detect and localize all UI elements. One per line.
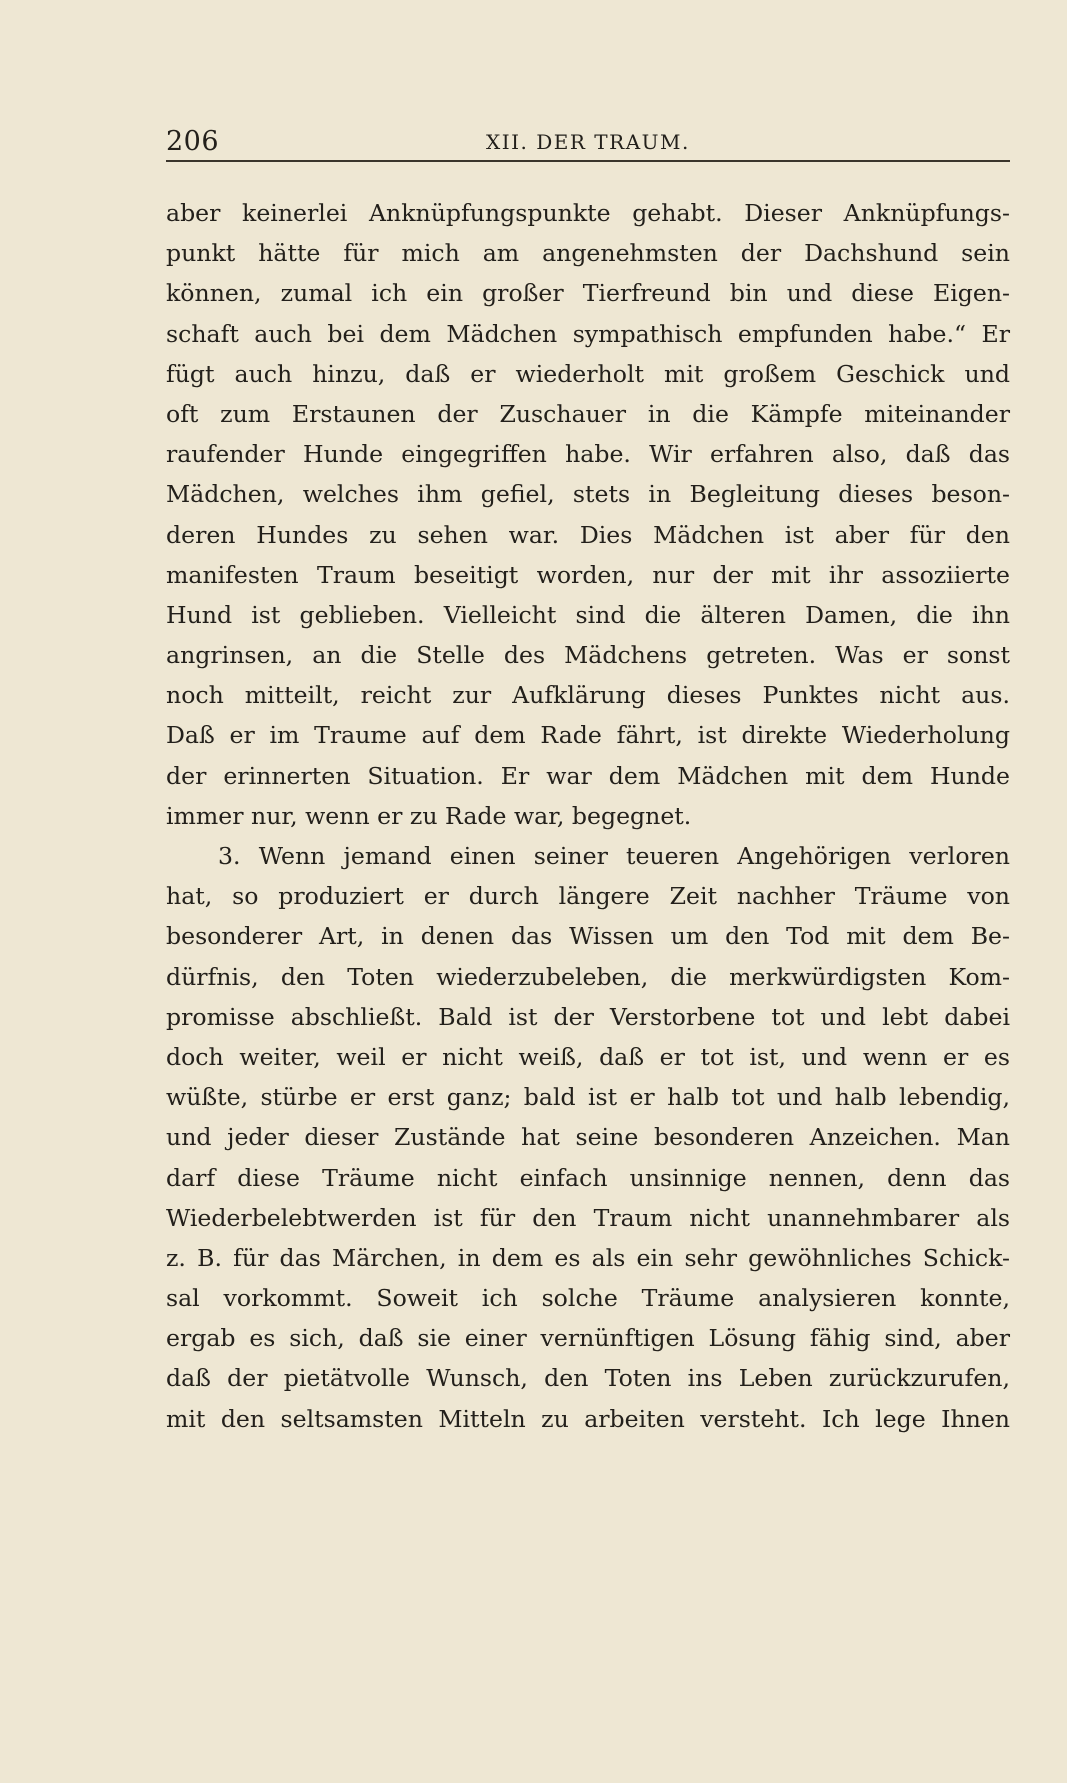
text-line: besonderer Art, in denen das Wissen um den Tod mit dem Be- <box>166 922 1010 951</box>
text-line: wüßte, stürbe er erst ganz; bald ist er halb tot und halb lebendig, <box>166 1083 1010 1112</box>
header-rule <box>166 160 1010 162</box>
text-line: fügt auch hinzu, daß er wiederholt mit großem Geschick und <box>166 359 1010 388</box>
text-line: daß der pietätvolle Wunsch, den Toten ins Leben zurückzurufen, <box>166 1364 1010 1393</box>
text-line: doch weiter, weil er nicht weiß, daß er tot ist, und wenn er es <box>166 1042 1010 1071</box>
text-line: z. B. für das Märchen, in dem es als ein sehr gewöhnliches Schick- <box>166 1243 1010 1272</box>
text-line: ergab es sich, daß sie einer vernünftigen Lösung fähig sind, aber <box>166 1324 1010 1353</box>
text-line: darf diese Träume nicht einfach unsinnige nennen, denn das <box>166 1163 1010 1192</box>
text-line: Hund ist geblieben. Vielleicht sind die älteren Damen, die ihn <box>166 600 1010 629</box>
text-line: sal vorkommt. Soweit ich solche Träume analysieren konnte, <box>166 1284 1010 1313</box>
text-line: dürfnis, den Toten wiederzubeleben, die merkwürdigsten Kom- <box>166 962 1010 991</box>
text-line: raufender Hunde eingegriffen habe. Wir erfahren also, daß das <box>166 440 1010 469</box>
paragraph-start-line: 3. Wenn jemand einen seiner teueren Angehörigen verloren <box>218 842 1010 870</box>
text-line: punkt hätte für mich am angenehmsten der Dachshund sein <box>166 239 1010 268</box>
text-line: und jeder dieser Zustände hat seine besonderen Anzeichen. Man <box>166 1123 1010 1152</box>
text-line: der erinnerten Situation. Er war dem Mädchen mit dem Hunde <box>166 761 1010 790</box>
text-line: Wiederbelebtwerden ist für den Traum nicht unannehmbarer als <box>166 1203 1010 1232</box>
page-number: 206 <box>166 126 220 157</box>
text-line: schaft auch bei dem Mädchen sympathisch empfunden habe.“ Er <box>166 319 1010 348</box>
text-line: können, zumal ich ein großer Tierfreund bin und diese Eigen- <box>166 279 1010 308</box>
text-line: Daß er im Traume auf dem Rade fährt, ist direkte Wiederholung <box>166 721 1010 750</box>
text-line: Mädchen, welches ihm gefiel, stets in Begleitung dieses beson- <box>166 480 1010 509</box>
text-line: hat, so produziert er durch längere Zeit nachher Träume von <box>166 882 1010 911</box>
running-head: XII. DER TRAUM. <box>486 130 690 154</box>
body-text <box>166 193 1010 1439</box>
text-line: manifesten Traum beseitigt worden, nur der mit ihr assoziierte <box>166 560 1010 589</box>
text-line: deren Hundes zu sehen war. Dies Mädchen ist aber für den <box>166 520 1010 549</box>
text-line: angrinsen, an die Stelle des Mädchens getreten. Was er sonst <box>166 641 1010 670</box>
page-header <box>166 122 1010 158</box>
text-line: aber keinerlei Anknüpfungspunkte gehabt. Dieser Anknüpfungs- <box>166 199 1010 227</box>
text-line: mit den seltsamsten Mitteln zu arbeiten versteht. Ich lege Ihnen <box>166 1404 1010 1433</box>
text-line: noch mitteilt, reicht zur Aufklärung dieses Punktes nicht aus. <box>166 681 1010 710</box>
text-line: promisse abschließt. Bald ist der Verstorbene tot und lebt dabei <box>166 1002 1010 1031</box>
text-line: oft zum Erstaunen der Zuschauer in die Kämpfe miteinander <box>166 399 1010 428</box>
paragraph-end-line: immer nur, wenn er zu Rade war, begegnet. <box>166 801 692 830</box>
